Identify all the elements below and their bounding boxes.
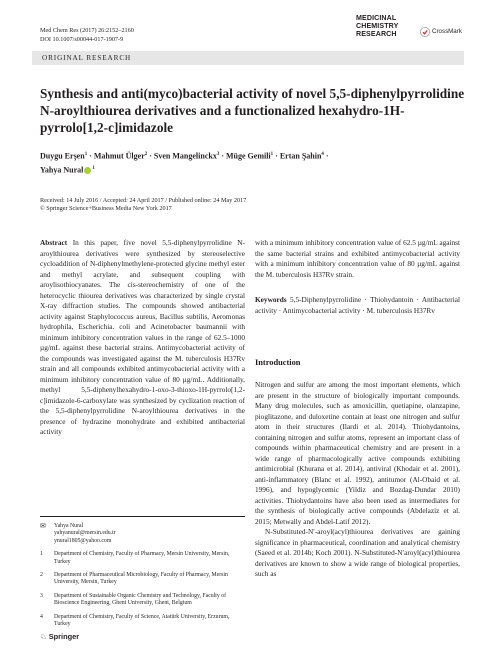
- logo-line-1: MEDICINAL: [356, 14, 397, 22]
- publisher-footer: [40, 632, 79, 641]
- article-dates: [40, 197, 470, 214]
- affiliation-item: [40, 614, 245, 629]
- email-link[interactable]: ynural1805@yahoo.com: [54, 537, 112, 544]
- affiliation-text: Department of Pharmaceutical Microbiology, Faculty of Pharmacy, Mersin University, Mersin, Turkey: [54, 572, 228, 586]
- author-name: Sven Mangelinckx: [153, 151, 217, 161]
- author-list: Duygu Erşen$^1$ · Mahmut Ülger$^2$ · Sven Mangelinckx$^3$ · Müge Gemili$^1$ · Ertan Şahin$^4$ · Yahya Nural $^1$: [40, 151, 329, 175]
- abstract-text: In this paper, five novel 5,5-diphenylpyrrolidine N-aroylthiourea derivatives were synthesized by stereoselective cycloaddition of N-diphenylmethylene-protected glycine methyl ester and methyl acrylate, and subsequent coupling with aroylisothiocyanates. The cis-stereochemistry of one of the heterocyclic thiourea derivatives was characterized by single crystal X-ray diffraction studies. The compounds showed antibacterial activity against Staphylococcus aureus, Bacillus subtilis, Aeromonas hydrophila, Escherichia. coli and Acinetobacter baumannii with minimum inhibitory concentration values in the range of 62.5–1000 µg/mL against these bacterial strains. Antimycobacterial activity of the compounds was investigated against the M. tuberculosis H37Rv strain and all compounds exhibited antimycobacterial activity with a minimum inhibitory concentration value of 80 µg/mL. Additionally, methyl 5,5-diphenylhexahydro-1-oxo-3-thioxo-1H-pyrrolo[1,2-c]imidazole-6-carboxylate was synthesized by cyclization reaction of the 5,5-diphenylpyrrolidine N-aroylthiourea derivatives in the presence of hydrazine monohydrate and exhibited antibacterial activity: [40, 238, 245, 436]
- author-name: Müge Gemili: [226, 151, 271, 161]
- affiliation-number: 1: [40, 551, 43, 558]
- affiliation-item: [40, 593, 245, 608]
- copyright: © Springer Science+Business Media New York 2017: [40, 205, 172, 213]
- intro-paragraph-1: Nitrogen and sulfur are among the most important elements, which are present in the structure of biologically important compounds. Many drug molecules, such as amoxicillin, quetiapine, olanzapine, pioglitazone, and duloxetine contain at least one nitrogen and sulfur atom in their structures (Ilardi et al. 2014). Thiohydantoins, containing nitrogen and sulfur atoms, represent an important class of compounds within pharmaceutical chemistry and are present in a wide range of pharmacologically active compounds exhibiting antimicrobial (Khurana et al. 2014), antiviral (Khodair et al. 2001), anti-inflammatory (Blanc et al. 1992), antitumor (Al-Obaid et al. 1996), and hypoglycemic (Yildiz and Bozdag-Dundar 2010) activities. Thiohydantoins have also been used as intermediates for the synthesis of biologically active compounds (Abdelaziz et al. 2015; Metwally and Abdel-Latif 2012).: [255, 380, 460, 526]
- corresponding-author: [40, 523, 245, 545]
- corresponding-name: Yahya Nural: [54, 523, 84, 529]
- journal-citation: Med Chem Res (2017) 26:2152–2160: [40, 27, 134, 34]
- journal-logo: [356, 14, 462, 48]
- affiliation-number: 4: [40, 613, 43, 620]
- affiliation-number: 2: [40, 572, 43, 579]
- crossmark-badge[interactable]: [420, 27, 460, 37]
- author-affil: 1: [92, 166, 95, 172]
- footnote-divider: [40, 516, 245, 517]
- author-name: Yahya Nural: [40, 165, 84, 175]
- footnotes: [40, 523, 245, 634]
- author-affil: 2: [144, 152, 148, 157]
- intro-paragraph-2: N-Substituted-N′-aroyl(acyl)thiourea derivatives are gaining significance in pharmaceutical, coordination and analytical chemistry (Saeed et al. 2014b; Koch 2001). N-Substituted-N′aroyl(acyl)thiourea derivatives are known to show a wide range of biological properties, such as: [255, 527, 460, 578]
- author-affil: 4: [321, 152, 324, 157]
- section-label: ORIGINAL RESEARCH: [42, 54, 132, 62]
- orcid-icon[interactable]: [84, 167, 91, 174]
- logo-line-3: RESEARCH: [356, 30, 397, 38]
- author-affil: 1: [84, 152, 88, 157]
- affiliation-item: [40, 572, 245, 587]
- abstract: [40, 238, 245, 438]
- keywords: [255, 295, 460, 316]
- author-affil: 1: [270, 152, 274, 157]
- abstract-label: Abstract: [40, 238, 68, 247]
- author-name: Mahmut Ülger: [93, 151, 145, 161]
- doi-link[interactable]: DOI 10.1007/s00044-017-1907-9: [40, 36, 124, 43]
- author-name: Duygu Erşen: [40, 151, 85, 161]
- springer-logo-icon: ♘: [40, 632, 47, 641]
- affiliation-number: 3: [40, 592, 43, 599]
- keywords-text: 5,5-Diphenylpyrrolidine · Thiohydantoin · Antibacterial activity · Antimycobacterial activity · M. tuberculosis H37Rv: [255, 295, 460, 315]
- author-name: Ertan Şahin: [279, 151, 322, 161]
- logo-line-2: CHEMISTRY: [356, 22, 399, 30]
- author-affil: 3: [216, 152, 220, 157]
- envelope-icon: ✉: [40, 522, 46, 530]
- email-link[interactable]: yahyanural@mersin.edu.tr: [54, 530, 116, 537]
- keywords-label: Keywords: [255, 295, 287, 304]
- abstract-continued: with a minimum inhibitory concentration value of 62.5 µg/mL against the same bacterial strains and exhibited antimycobacterial activity with a minimum inhibitory concentration value of 80 µg/mL against the M. tuberculosis H37Rv strain.: [255, 238, 460, 279]
- crossmark-label: CrossMark: [432, 28, 462, 35]
- crossmark-icon: [420, 27, 430, 37]
- affiliation-text: Department of Chemistry, Faculty of Pharmacy, Mersin University, Mersin, Turkey: [54, 551, 230, 565]
- article-title: Synthesis and anti(myco)bacterial activity of novel 5,5-diphenylpyrrolidine N-aroylthiourea derivatives and a functionalized hexahydro-1H-pyrrolo[1,2-c]imidazole: [40, 86, 465, 135]
- affiliation-item: [40, 551, 245, 566]
- affiliation-text: Department of Sustainable Organic Chemistry and Technology, Faculty of Bioscience Engineering, Ghent University, Ghent, Belgium: [54, 592, 227, 607]
- publisher-name: Springer: [48, 632, 80, 641]
- introduction-body: [255, 380, 460, 580]
- received-accepted-published: Received: 14 July 2016 / Accepted: 24 April 2017 / Published online: 24 May 2017: [40, 197, 247, 204]
- introduction-heading: Introduction: [255, 358, 301, 367]
- affiliation-text: Department of Chemistry, Faculty of Science, Atatürk University, Erzurum, Turkey: [54, 613, 230, 628]
